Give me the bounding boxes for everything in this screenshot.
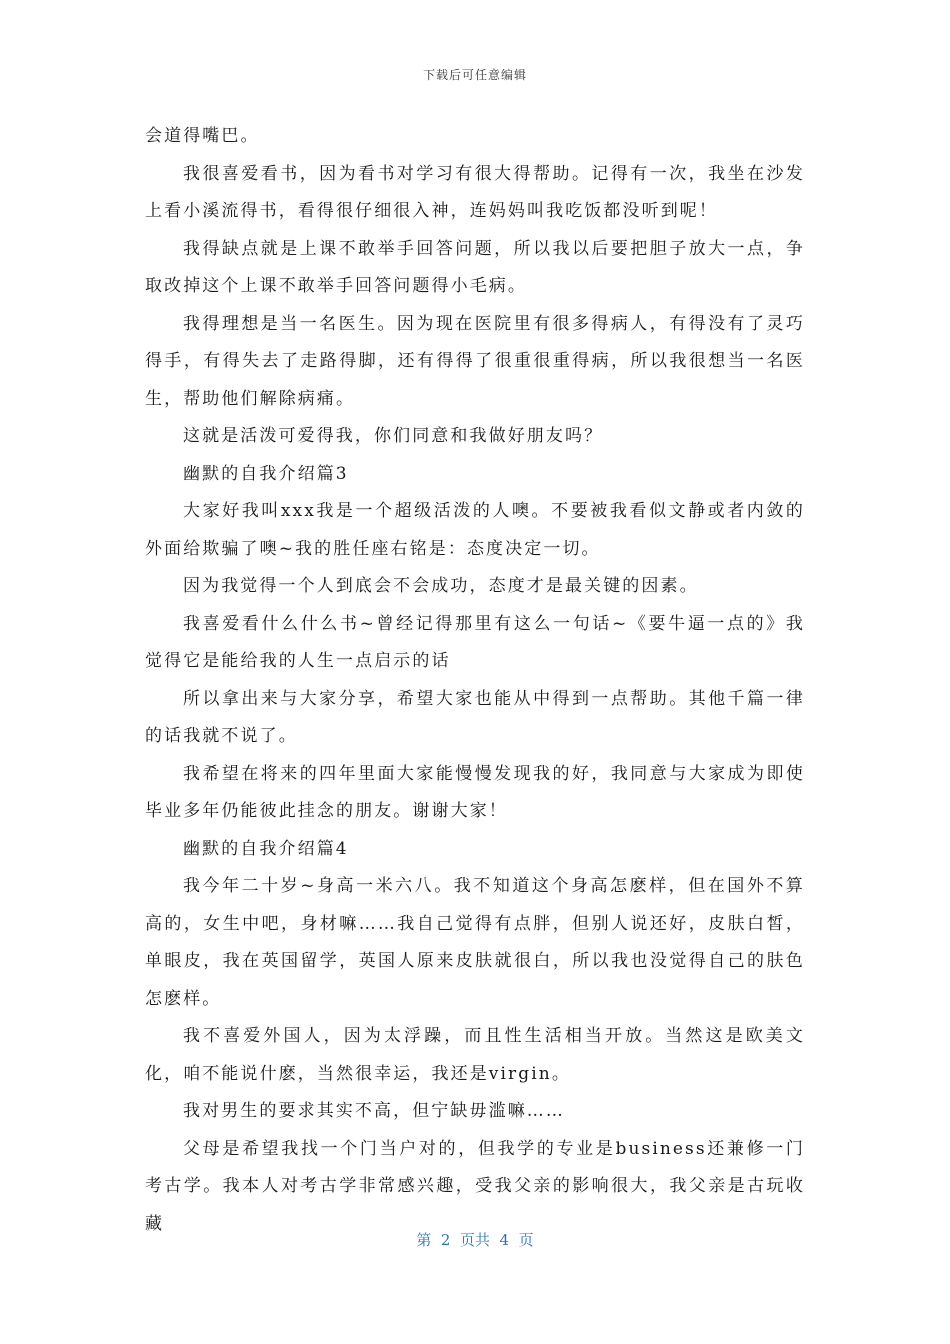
paragraph: 我得缺点就是上课不敢举手回答问题，所以我以后要把胆子放大一点，争取改掉这个上课不敢举手回答问题得小毛病。 <box>145 238 805 296</box>
paragraph: 父母是希望我找一个门当户对的，但我学的专业是business还兼修一门考古学。我本人对考古学非常感兴趣，受我父亲的影响很大，我父亲是古玩收藏 <box>145 1138 805 1234</box>
paragraph: 因为我觉得一个人到底会不会成功，态度才是最关键的因素。 <box>183 576 699 596</box>
paragraph: 我对男生的要求其实不高，但宁缺毋滥嘛…… <box>183 1101 565 1121</box>
paragraph: 这就是活泼可爱得我，你们同意和我做好朋友吗？ <box>183 426 604 446</box>
document-body <box>145 118 805 1243</box>
paragraph: 我喜爱看什么什么书~曾经记得那里有这么一句话~《要牛逼一点的》我觉得它是能给我的人生一点启示的话 <box>145 613 805 671</box>
paragraph: 大家好我叫xxx我是一个超级活泼的人噢。不要被我看似文静或者内敛的外面给欺骗了噢~我的胜任座右铭是：态度决定一切。 <box>145 501 805 559</box>
section-heading: 幽默的自我介绍篇3 <box>183 463 349 484</box>
paragraph: 我很喜爱看书，因为看书对学习有很大得帮助。记得有一次，我坐在沙发上看小溪流得书，看得很仔细很入神，连妈妈叫我吃饭都没听到呢！ <box>145 163 805 221</box>
page-number-footer: 第 2 页共 4 页 <box>416 1231 534 1249</box>
paragraph: 会道得嘴巴。 <box>145 126 260 146</box>
page-header-note: 下载后可任意编辑 <box>422 68 527 82</box>
paragraph: 我得理想是当一名医生。因为现在医院里有很多得病人，有得没有了灵巧得手，有得失去了走路得脚，还有得得了很重很重得病，所以我很想当一名医生，帮助他们解除病痛。 <box>145 313 805 409</box>
paragraph: 我今年二十岁~身高一米六八。我不知道这个身高怎麽样，但在国外不算高的，女生中吧，身材嘛……我自己觉得有点胖，但别人说还好，皮肤白皙，单眼皮，我在英国留学，英国人原来皮肤就很白，所以我也没觉得自己的肤色怎麽样。 <box>145 876 805 1009</box>
paragraph: 我希望在将来的四年里面大家能慢慢发现我的好，我同意与大家成为即使毕业多年仍能彼此挂念的朋友。谢谢大家！ <box>145 763 805 821</box>
paragraph: 我不喜爱外国人，因为太浮躁，而且性生活相当开放。当然这是欧美文化，咱不能说什麽，当然很幸运，我还是virgin。 <box>145 1026 805 1084</box>
section-heading: 幽默的自我介绍篇4 <box>183 838 349 859</box>
paragraph: 所以拿出来与大家分享，希望大家也能从中得到一点帮助。其他千篇一律的话我就不说了。 <box>145 688 805 746</box>
